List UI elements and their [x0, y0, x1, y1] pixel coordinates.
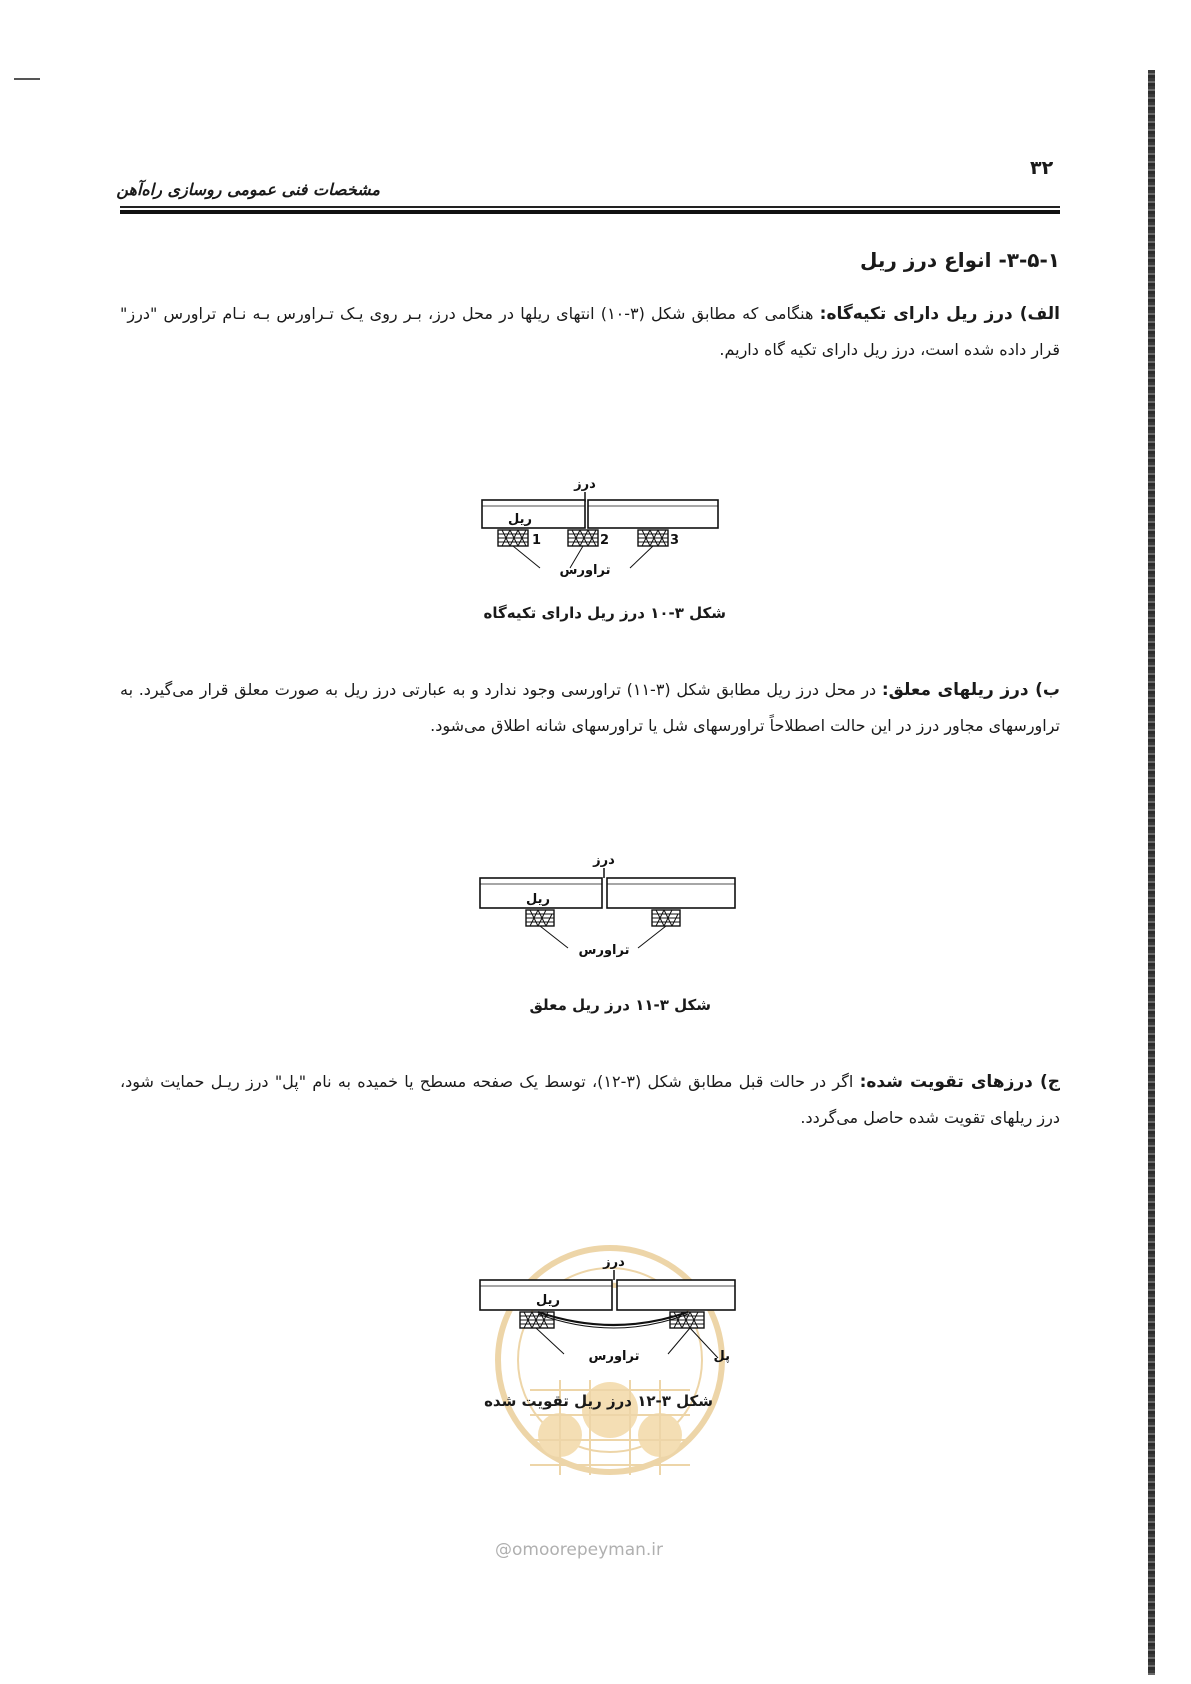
watermark-site: @omoorepeyman.ir	[495, 1540, 664, 1560]
label-sleeper: تراورس	[588, 1349, 640, 1364]
rail-left	[482, 500, 585, 528]
paragraph-body: هنگامی که مطابق شکل (۳-۱۰) انتهای ریلها در محل درز، بـر روی یـک تـراورس بـه نـام تراورس "درز" قرار داده شده است، درز ریل دارای تکیه گاه داریم.	[120, 304, 1060, 359]
label-rail: ریل	[508, 512, 532, 527]
paragraph-body: اگر در حالت قبل مطابق شکل (۳-۱۲)، توسط یک صفحه مسطح یا خمیده به نام "پل" درز ریـل حمایت شود، درز ریلهای تقویت شده حاصل می‌گردد.	[120, 1072, 1060, 1127]
running-title: مشخصات فنی عمومی روسازی راه‌آهن	[116, 180, 380, 199]
shoulder-sleeper-right	[652, 910, 680, 926]
label-bridge: پل	[713, 1349, 730, 1364]
rail-right	[588, 500, 718, 528]
paragraph-lead: ج) درزهای تقویت شده:	[859, 1072, 1061, 1092]
paragraph-body: در محل درز ریل مطابق شکل (۳-۱۱) تراورسی وجود ندارد و به عبارتی درز ریل به صورت معلق قرار می‌گیرد. به تراورسهای مجاور درز در این حالت اصطلاحاً تراورسهای شل یا تراورسهای شانه اطلاق می‌شود.	[120, 680, 1060, 735]
shoulder-sleeper-left	[526, 910, 554, 926]
label-rail: ریل	[526, 892, 550, 907]
label-sleeper: تراورس	[578, 943, 630, 958]
sleeper-number-3: 3	[670, 533, 680, 548]
paragraph-lead: الف) درز ریل دارای تکیه‌گاه:	[819, 304, 1060, 324]
header-rule-thin	[120, 206, 1060, 208]
sleeper-3	[638, 530, 668, 546]
sleeper-number-1: 1	[532, 533, 542, 548]
label-sleeper: تراورس	[559, 563, 611, 578]
label-rail: ریل	[536, 1293, 560, 1308]
corner-mark	[14, 78, 40, 80]
paragraph-lead: ب) درز ریلهای معلق:	[881, 680, 1060, 700]
figure-caption-11: شکل ۳-۱۱ درز ریل معلق	[529, 996, 711, 1014]
paragraph-reinforced-joint	[120, 1064, 1060, 1136]
header-rule-thick	[120, 210, 1060, 214]
figure-suspended-joint	[478, 850, 738, 970]
paragraph-suspended-joint	[120, 672, 1060, 744]
section-heading: ۳-۵-۱- انواع درز ریل	[859, 248, 1060, 272]
sleeper-2	[568, 530, 598, 546]
rail-right	[607, 878, 735, 908]
label-joint: درز	[593, 853, 615, 868]
figure-caption-10: شکل ۳-۱۰ درز ریل دارای تکیه‌گاه	[483, 604, 726, 622]
sleeper-1	[498, 530, 528, 546]
sleeper-number-2: 2	[600, 533, 610, 548]
figure-supported-joint	[480, 470, 720, 590]
page-edge-shadow	[1148, 70, 1155, 1675]
rail-right	[617, 1280, 735, 1310]
figure-reinforced-joint	[478, 1250, 738, 1400]
bridge-plate	[538, 1312, 688, 1325]
paragraph-supported-joint	[120, 296, 1060, 368]
figure-caption-12: شکل ۳-۱۲ درز ریل تقویت شده	[484, 1392, 713, 1410]
label-joint: درز	[574, 477, 596, 492]
page-number: ۳۲	[1030, 157, 1054, 179]
label-joint: درز	[603, 1255, 625, 1270]
